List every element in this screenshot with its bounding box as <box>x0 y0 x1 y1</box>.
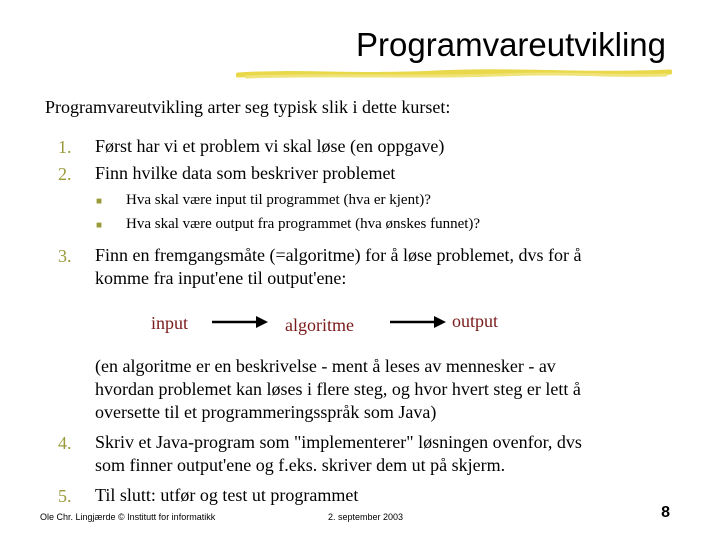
item-number: 4. <box>58 433 72 453</box>
list-item: Til slutt: utfør og test ut programmet <box>95 485 359 505</box>
intro-text: Programvareutvikling arter seg typisk slik i dette kurset: <box>45 97 451 117</box>
explanation-line: oversette til et programmeringsspråk som Java) <box>95 402 437 422</box>
list-item: Finn hvilke data som beskriver problemet <box>95 163 396 183</box>
flow-output-label: output <box>452 311 499 331</box>
list-item: Finn en fremgangsmåte (=algoritme) for å løse problemet, dvs for å <box>95 245 582 265</box>
explanation-line: (en algoritme er en beskrivelse - ment å leses av mennesker - av <box>95 356 556 376</box>
bullet-icon: ■ <box>96 196 103 207</box>
list-item-continuation: som finner output'ene og f.eks. skriver dem ut på skjerm. <box>95 455 506 475</box>
item-number: 3. <box>58 246 72 266</box>
sub-item: Hva skal være input til programmet (hva er kjent)? <box>126 192 431 208</box>
slide-title: Programvareutvikling <box>356 26 666 63</box>
list-item: Først har vi et problem vi skal løse (en oppgave) <box>95 136 445 156</box>
footer-author: Ole Chr. Lingjærde © Institutt for informatikk <box>40 512 216 522</box>
flow-arrow-icon <box>212 314 268 330</box>
flow-algorithm-label: algoritme <box>285 315 354 335</box>
list-item-continuation: komme fra input'ene til output'ene: <box>95 268 347 288</box>
item-number: 2. <box>58 164 72 184</box>
flow-arrow-icon <box>390 314 446 330</box>
item-number: 1. <box>58 137 72 157</box>
footer-date: 2. september 2003 <box>328 512 404 522</box>
page-number: 8 <box>661 504 670 521</box>
list-item: Skriv et Java-program som "implementerer" løsningen ovenfor, dvs <box>95 432 582 452</box>
sub-item: Hva skal være output fra programmet (hva ønskes funnet)? <box>126 216 481 232</box>
title-underline <box>236 67 672 81</box>
item-number: 5. <box>58 486 72 506</box>
bullet-icon: ■ <box>96 220 103 231</box>
explanation-line: hvordan problemet kan løses i flere steg, og hvor hvert steg er lett å <box>95 379 581 399</box>
flow-input-label: input <box>151 313 189 333</box>
